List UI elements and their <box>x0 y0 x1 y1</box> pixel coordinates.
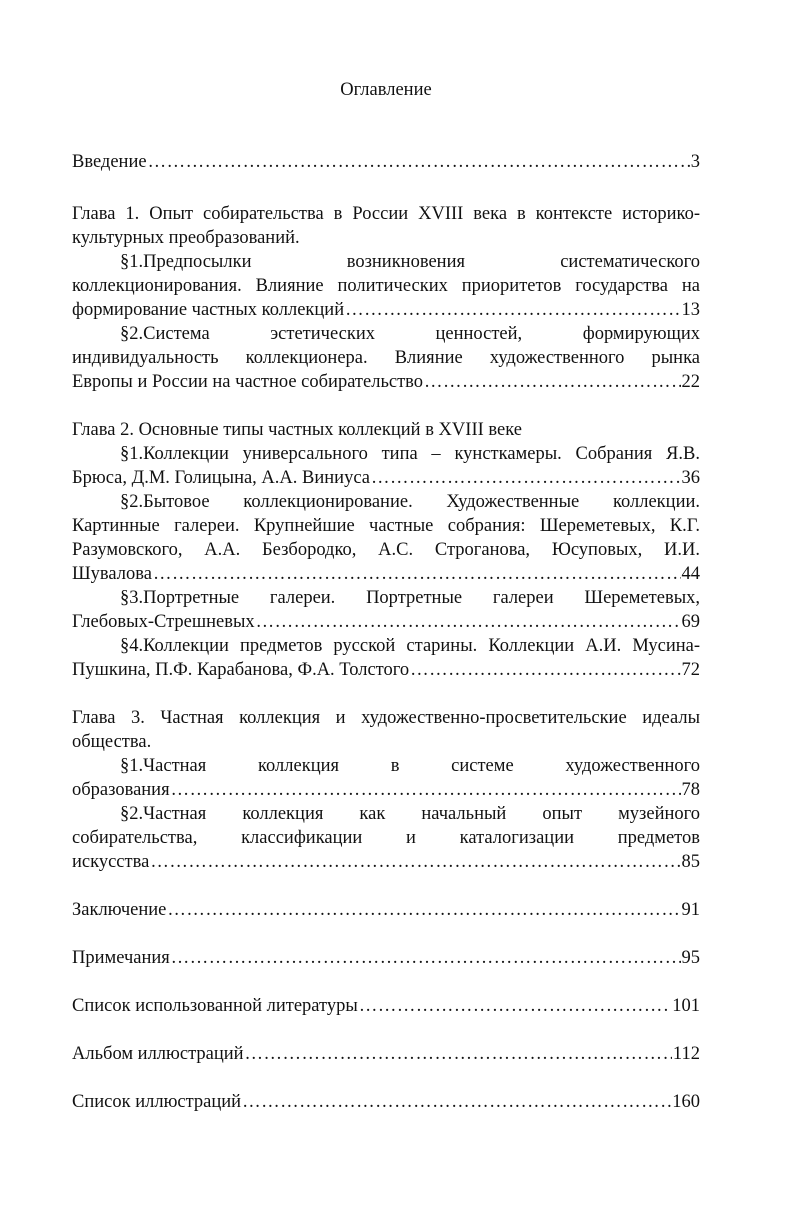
toc-entry-label: Примечания <box>72 948 170 968</box>
ch2-section-3-line: §3.Портретные галереи. Портретные галереи Шереметевых, <box>120 588 700 608</box>
toc-entry-label: Альбом иллюстраций <box>72 1044 244 1064</box>
dot-leader <box>153 562 681 586</box>
toc-page-number: 85 <box>681 852 700 872</box>
dot-leader <box>171 778 681 802</box>
chapter-1-heading: Глава 1. Опыт собирательства в России XVIII века в контексте историко- <box>72 204 700 224</box>
ch2-section-4-entry <box>72 658 700 682</box>
dot-leader <box>245 1042 672 1066</box>
toc-page-number: 78 <box>681 780 700 800</box>
dot-leader <box>424 370 680 394</box>
ch1-section-2-line: индивидуальность коллекционера. Влияние художественного рынка <box>72 348 700 368</box>
ch1-section-1-entry <box>72 298 700 322</box>
ch3-section-2-entry <box>72 850 700 874</box>
dot-leader <box>150 850 680 874</box>
toc-entry-album <box>72 1042 700 1066</box>
toc-page-number: 3 <box>690 152 700 172</box>
toc-entry-label: Глебовых-Стрешневых <box>72 612 255 632</box>
toc-entry-references <box>72 994 700 1018</box>
toc-entry-intro <box>72 150 700 174</box>
toc-page-number: 44 <box>681 564 700 584</box>
toc-entry-label: Брюса, Д.М. Голицына, А.А. Виниуса <box>72 468 370 488</box>
ch2-section-4-line: §4.Коллекции предметов русской старины. Коллекции А.И. Мусина- <box>120 636 700 656</box>
toc-entry-label: Пушкина, П.Ф. Карабанова, Ф.А. Толстого <box>72 660 410 680</box>
toc-entry-label: Список использованной литературы <box>72 996 358 1016</box>
ch2-section-2-line: Разумовского, А.А. Безбородко, А.С. Строганова, Юсуповых, И.И. <box>72 540 700 560</box>
toc-page-number: 112 <box>672 1044 700 1064</box>
ch2-section-1-entry <box>72 466 700 490</box>
toc-page-number: 160 <box>672 1092 700 1112</box>
ch1-section-1-line: §1.Предпосылки возникновения систематического <box>120 252 700 272</box>
ch3-section-1-entry <box>72 778 700 802</box>
toc-entry-notes <box>72 946 700 970</box>
ch1-section-2-entry <box>72 370 700 394</box>
ch1-section-2-line: §2.Система эстетических ценностей, формирующих <box>120 324 700 344</box>
ch3-section-2-line: собирательства, классификации и каталогизации предметов <box>72 828 700 848</box>
dot-leader <box>167 898 680 922</box>
toc-page-number: 101 <box>672 996 700 1016</box>
toc-entry-label: Заключение <box>72 900 167 920</box>
toc-entry-illustrations <box>72 1090 700 1114</box>
dot-leader <box>345 298 680 322</box>
dot-leader <box>359 994 671 1018</box>
chapter-2-heading: Глава 2. Основные типы частных коллекций в XVIII веке <box>72 420 522 440</box>
ch3-section-1-line: §1.Частная коллекция в системе художественного <box>120 756 700 776</box>
toc-entry-conclusion <box>72 898 700 922</box>
toc-entry-label: Европы и России на частное собирательство <box>72 372 424 392</box>
toc-entry-label: Шувалова <box>72 564 152 584</box>
toc-page-number: 36 <box>681 468 700 488</box>
chapter-1-heading-cont: культурных преобразований. <box>72 228 300 248</box>
toc-entry-label: Список иллюстраций <box>72 1092 242 1112</box>
chapter-3-heading-cont: общества. <box>72 732 152 752</box>
dot-leader <box>371 466 681 490</box>
dot-leader <box>171 946 681 970</box>
ch1-section-1-line: коллекционирования. Влияние политических приоритетов государства на <box>72 276 700 296</box>
toc-entry-label: Введение <box>72 152 147 172</box>
dot-leader <box>148 150 690 174</box>
ch3-section-2-line: §2.Частная коллекция как начальный опыт музейного <box>120 804 700 824</box>
ch2-section-2-entry <box>72 562 700 586</box>
dot-leader <box>410 658 680 682</box>
ch2-section-1-line: §1.Коллекции универсального типа – кунсткамеры. Собрания Я.В. <box>120 444 700 464</box>
toc-entry-label: формирование частных коллекций <box>72 300 345 320</box>
toc-page-number: 72 <box>681 660 700 680</box>
chapter-3-heading: Глава 3. Частная коллекция и художественно-просветительские идеалы <box>72 708 700 728</box>
toc-page-number: 91 <box>681 900 700 920</box>
toc-entry-label: искусства <box>72 852 150 872</box>
dot-leader <box>256 610 681 634</box>
toc-page-number: 69 <box>681 612 700 632</box>
toc-page-number: 95 <box>681 948 700 968</box>
page-title: Оглавление <box>340 80 432 100</box>
toc-page-number: 22 <box>681 372 700 392</box>
toc-entry-label: образования <box>72 780 170 800</box>
ch2-section-2-line: §2.Бытовое коллекционирование. Художественные коллекции. <box>120 492 700 512</box>
ch2-section-2-line: Картинные галереи. Крупнейшие частные собрания: Шереметевых, К.Г. <box>72 516 700 536</box>
toc-page-number: 13 <box>681 300 700 320</box>
dot-leader <box>242 1090 671 1114</box>
ch2-section-3-entry <box>72 610 700 634</box>
